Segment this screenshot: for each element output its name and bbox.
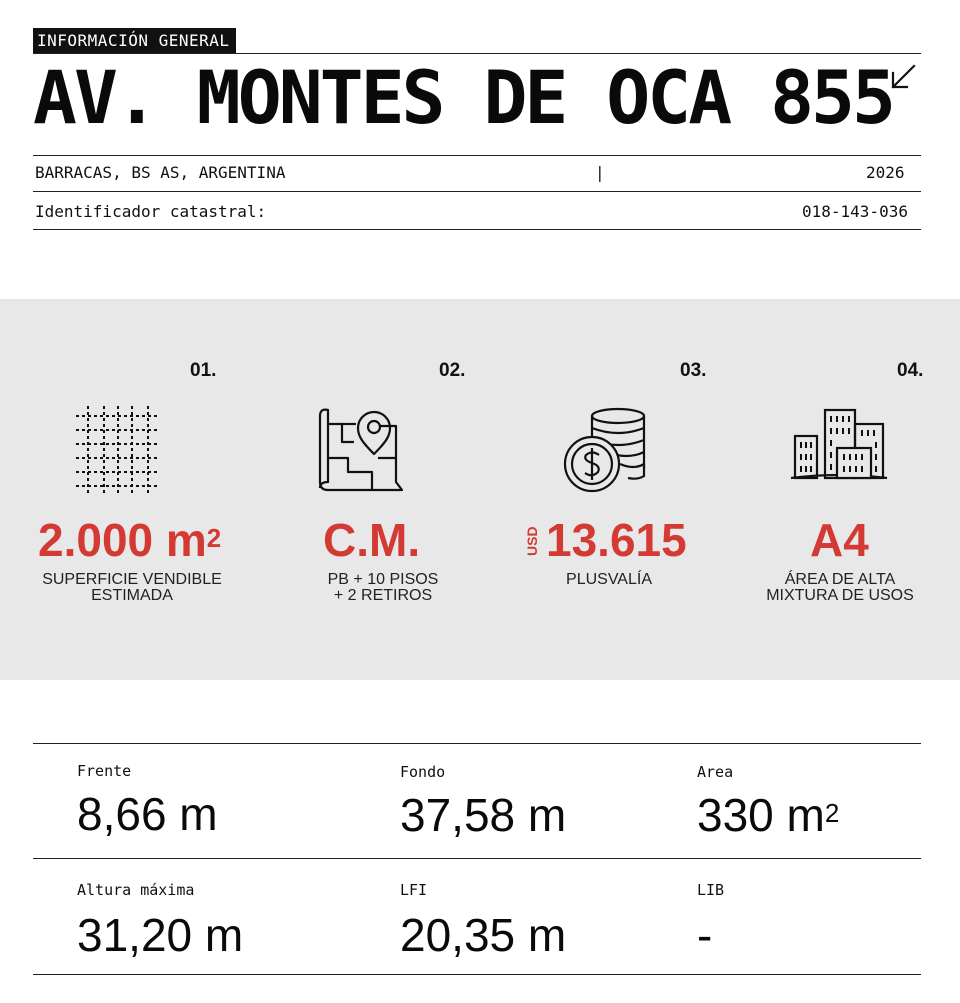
highlight-number: 03. (680, 360, 707, 381)
highlight-caption: PLUSVALÍA (566, 571, 652, 588)
divider (33, 229, 921, 230)
divider (33, 974, 921, 975)
highlight-caption: SUPERFICIE VENDIBLE ESTIMADA (42, 571, 222, 604)
coins-icon (558, 402, 658, 497)
highlight-value: A4 (810, 514, 869, 566)
divider (33, 743, 921, 744)
map-pin-icon (312, 402, 412, 497)
highlight-value: 13.615 (546, 514, 687, 566)
cadastral-label: Identificador catastral: (35, 202, 267, 221)
frente-label: Frente (77, 762, 132, 780)
highlight-value: 2.000 $m^2$ (38, 514, 222, 566)
altura-value: 31,20 m (77, 909, 244, 961)
page-title: AV. MONTES DE OCA 855 (33, 56, 893, 141)
year-text: 2026 (866, 163, 905, 182)
altura-label: Altura máxima (77, 881, 195, 899)
divider (33, 191, 921, 192)
fondo-value: 37,58 m (400, 789, 567, 841)
currency-label: USD (524, 526, 540, 556)
location-text: BARRACAS, BS AS, ARGENTINA (35, 163, 286, 182)
fondo-label: Fondo (400, 763, 446, 781)
section-tag: INFORMACIÓN GENERAL (33, 28, 236, 53)
lib-label: LIB (697, 881, 725, 899)
separator: | (595, 163, 605, 182)
divider (33, 53, 921, 54)
lfi-value: 20,35 m (400, 909, 567, 961)
lib-value: - (697, 909, 713, 961)
lfi-label: LFI (400, 881, 428, 899)
highlight-number: 04. (897, 360, 924, 381)
area-label: Area (697, 763, 734, 781)
arrow-down-left-icon[interactable] (888, 62, 918, 92)
highlight-number: 01. (190, 360, 217, 381)
grid-icon (68, 402, 168, 497)
highlight-number: 02. (439, 360, 466, 381)
highlight-value: C.M. (323, 514, 421, 566)
cadastral-id: 018-143-036 (802, 202, 908, 221)
area-value: 330 $m^2$ (697, 789, 840, 841)
divider (33, 155, 921, 156)
frente-value: 8,66 m (77, 788, 218, 840)
divider (33, 858, 921, 859)
buildings-icon (789, 402, 889, 497)
highlight-caption: ÁREA DE ALTA MIXTURA DE USOS (766, 571, 914, 604)
highlight-caption: PB + 10 PISOS + 2 RETIROS (327, 571, 439, 604)
